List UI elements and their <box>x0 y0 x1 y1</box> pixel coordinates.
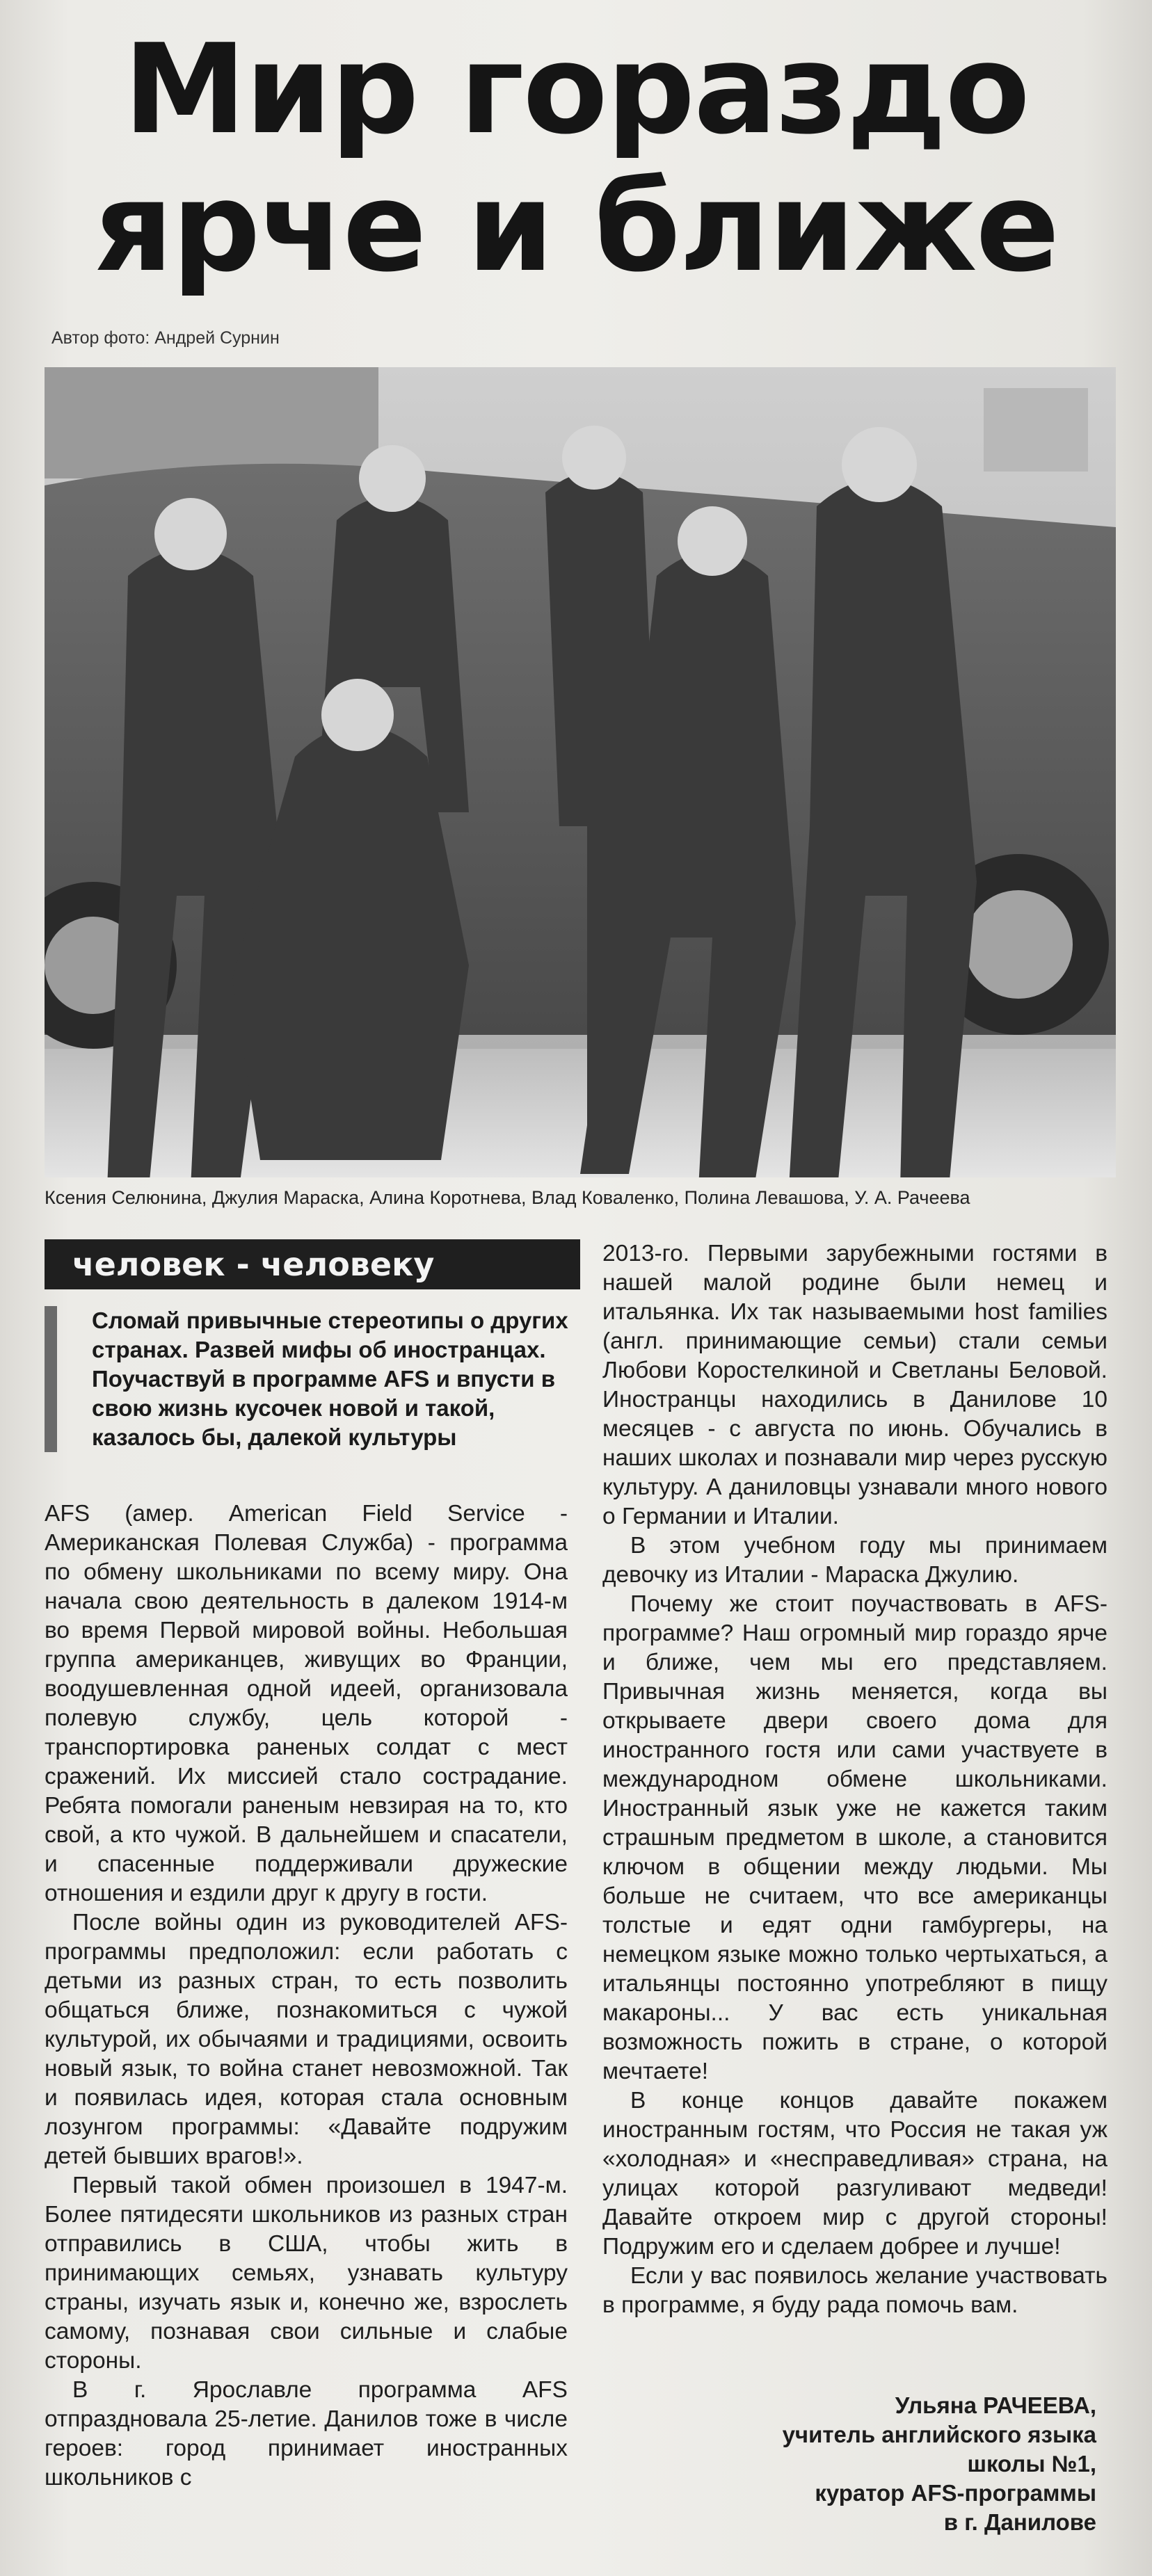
author-city: в г. Данилове <box>943 2509 1096 2535</box>
article-paragraph: 2013-го. Первыми зарубежными гостями в нашей малой родине были немец и итальянка. Их так называемыми host families (англ. принимающие семьи) стали семьи Любови Коростелкиной и Светланы Беловой. Иностранцы находились в Данилове 10 месяцев - с августа по июнь. Обучались в наших школах и познавали мир через русскую культуру. А даниловцы узнавали много нового о Германии и Италии. <box>602 1241 1107 1529</box>
headline-line-1: Мир гораздо <box>123 17 1029 161</box>
article-paragraph: Почему же стоит поучаствовать в AFS-программе? Наш огромный мир гораздо ярче и ближе, чем мы его представляем. Привычная жизнь меняется, когда вы открываете двери своего дома для иностранного гостя или сами участвуете в международном обмене школьниками. Иностранный язык уже не кажется таким страшным предметом в школе, а становится ключом в общении между людьми. Мы больше не считаем, что все американцы толстые и едят одни гамбургеры, на немецком языке можно только чертыхаться, а итальянцы постоянно употребляют в пищу макароны... У вас есть уникальная возможность пожить в стране, о которой мечтаете! <box>602 1591 1107 2084</box>
rubric-banner: человек - человеку <box>45 1239 580 1289</box>
article-paragraph: AFS (амер. American Field Service - Американская Полевая Служба) - программа по обмену школьниками по всему миру. Она начала свою деятельность в далеком 1914-м во время Первой мировой войны. Небольшая группа американцев, живущих во Франции, воодушевленная одной идеей, организовала полевую службу, цель которой - транспортировка раненых солдат с мест сражений. Их миссией стало сострадание. Ребята помогали раненым невзирая на то, кто свой, а кто чужой. В дальнейшем и спасатели, и спасенные поддерживали дружеские отношения и ездили друг к другу в гости. <box>45 1501 568 1906</box>
article-column-right <box>602 1239 1107 2320</box>
article-paragraph: В конце концов давайте покажем иностранным гостям, что Россия не такая уж «холодная» и «несправедливая» страна, на улицах которой разгуливают медведи! Давайте откроем мир с другой стороны! Подружим его и сделаем добрее и лучше! <box>602 2088 1107 2260</box>
author-position: учитель английского языка <box>782 2422 1096 2447</box>
headline <box>28 17 1124 299</box>
article-paragraph: В этом учебном году мы принимаем девочку из Италии - Мараска Джулию. <box>602 1533 1107 1588</box>
article-paragraph: В г. Ярославле программа AFS отпраздновала 25-летие. Данилов тоже в числе героев: город принимает иностранных школьников с <box>45 2377 568 2490</box>
group-photo-illustration <box>45 367 1116 1177</box>
photo-credit: Автор фото: Андрей Сурнин <box>51 328 280 348</box>
article-paragraph: Первый такой обмен произошел в 1947-м. Более пятидесяти школьников из разных стран отправились в США, чтобы жить в принимающих семьях, узнавать культуру страны, изучать язык и, конечно же, взрослеть самому, познавая свои сильные и слабые стороны. <box>45 2173 568 2374</box>
author-school: школы №1, <box>967 2451 1096 2477</box>
article-paragraph: После войны один из руководителей AFS-программы предположил: если работать с детьми из разных стран, то есть позволить общаться ближе, познакомиться с чужой культурой, их обычаями и традициями, освоить новый язык, то война станет невозможной. Так и появилась идея, которая стала основным лозунгом программы: «Давайте подружим детей бывших врагов!». <box>45 1910 568 2169</box>
photo-caption: Ксения Селюнина, Джулия Мараска, Алина Коротнева, Влад Коваленко, Полина Левашова, У. А. Рачеева <box>45 1187 970 1208</box>
author-role: куратор AFS-программы <box>815 2480 1096 2506</box>
group-photo <box>45 367 1116 1177</box>
article-paragraph: Если у вас появилось желание участвовать в программе, я буду рада помочь вам. <box>602 2263 1107 2318</box>
author-signature <box>602 2391 1096 2537</box>
article-column-left <box>45 1499 568 2493</box>
lead-paragraph: Сломай привычные стереотипы о других странах. Развей мифы об иностранцах. Поучаствуй в программе AFS и впусти в свою жизнь кусочек новой и такой, казалось бы, далекой культуры <box>45 1306 580 1452</box>
headline-line-2: ярче и ближе <box>93 155 1059 299</box>
author-name: Ульяна РАЧЕЕВА, <box>895 2392 1096 2418</box>
